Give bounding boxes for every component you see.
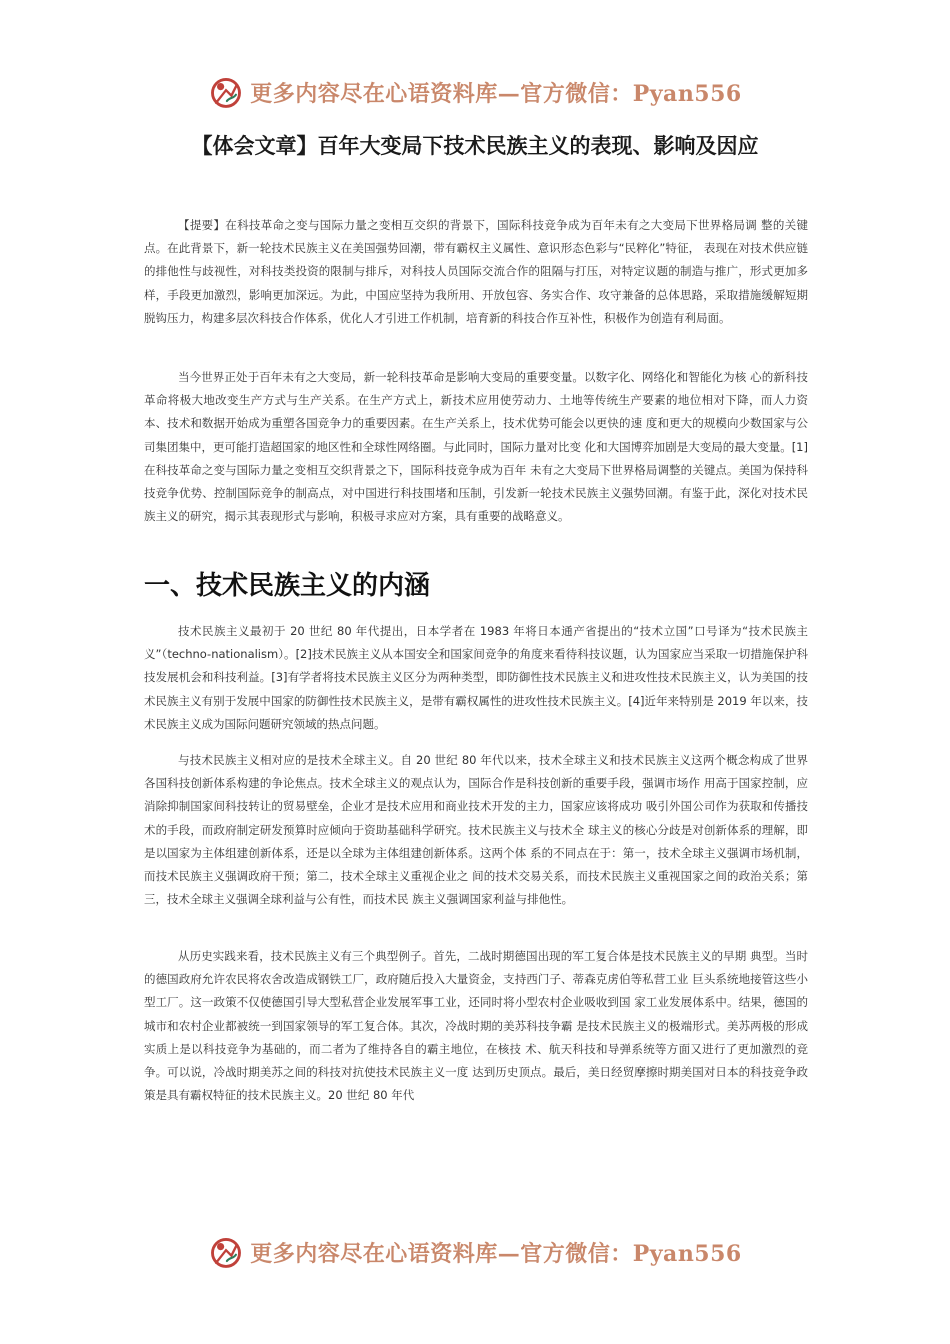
brand-logo-icon	[208, 1234, 244, 1270]
header-watermark	[0, 72, 950, 112]
intro-paragraph: 当今世界正处于百年未有之大变局，新一轮科技革命是影响大变局的重要变量。以数字化、网络化和智能化为核 心的新科技革命将极大地改变生产方式与生产关系。在生产方式上，新技术应用使劳动力、土地等传统生产要素的地位相对下降，而人力资本、技术和数据开始成为重塑各国竞争力的重要因素。在生产关系上，技术优势可能会以更快的速 度和更大的规模向少数国家与公司集团集中，更可能打造超国家的地区性和全球性网络圈。与此同时，国际力量对比变 化和大国博弈加剧是大变局的最大变量。[1]在科技革命之变与国际力量之变相互交织背景之下，国际科技竞争成为百年 未有之大变局下世界格局调整的关键点。美国为保持科技竞争优势、控制国际竞争的制高点，对中国进行科技围堵和压制，引发新一轮技术民族主义强势回潮。有鉴于此，深化对技术民族主义的研究，揭示其表现形式与影响，积极寻求应对方案，具有重要的战略意义。	[144, 370, 808, 524]
document-title: 【体会文章】百年大变局下技术民族主义的表现、影响及因应	[191, 134, 759, 158]
brand-logo-icon	[208, 74, 244, 110]
section-heading: 一、技术民族主义的内涵	[144, 571, 431, 601]
section-1-paragraph-1: 技术民族主义最初于 20 世纪 80 年代提出，日本学者在 1983 年将日本通产省提出的“技术立国”口号译为“技术民族主义”（techno-nationalism）。[2]技术民族主义从本国安全和国家间竞争的角度来看待科技议题，认为国家应当采取一切措施保护科技发展机会和科技利益。[3]有学者将技术民族主义区分为两种类型，即防御性技术民族主义和进攻性技术民族主义，认为美国的技术民族主义有别于发展中国家的防御性技术民族主义，是带有霸权属性的进攻性技术民族主义。[4]近年来特别是 2019 年以来，技术民族主义成为国际问题研究领域的热点问题。	[144, 624, 808, 731]
header-watermark-text: 更多内容尽在心语资料库—官方微信：Pyan556	[250, 80, 742, 107]
footer-watermark-text: 更多内容尽在心语资料库—官方微信：Pyan556	[250, 1240, 742, 1267]
abstract-paragraph: 【提要】在科技革命之变与国际力量之变相互交织的背景下，国际科技竞争成为百年未有之大变局下世界格局调 整的关键点。在此背景下，新一轮技术民族主义在美国强势回潮，带有霸权主义属性、意识形态色彩与“民粹化”特征， 表现在对技术供应链的排他性与歧视性，对科技类投资的限制与排斥，对科技人员国际交流合作的阻隔与打压，对特定议题的制造与推广，形式更加多样，手段更加激烈，影响更加深远。为此，中国应坚持为我所用、开放包容、务实合作、攻守兼备的总体思路，采取措施缓解短期脱钩压力，构建多层次科技合作体系，优化人才引进工作机制，培育新的科技合作互补性，积极作为创造有利局面。	[144, 218, 808, 325]
section-1-paragraph-3: 从历史实践来看，技术民族主义有三个典型例子。首先，二战时期德国出现的军工复合体是技术民族主义的早期 典型。当时的德国政府允许农民将农舍改造成钢铁工厂，政府随后投入大量资金，支持西门子、蒂森克虏伯等私营工业 巨头系统地接管这些小型工厂。这一政策不仅使德国引导大型私营企业发展军事工业，还同时将小型农村企业吸收到国 家工业发展体系中。结果，德国的城市和农村企业都被统一到国家领导的军工复合体。其次，冷战时期的美苏科技争霸 是技术民族主义的极端形式。美苏两极的形成实质上是以科技竞争为基础的，而二者为了维持各自的霸主地位，在核技 术、航天科技和导弹系统等方面又进行了更加激烈的竞争。可以说，冷战时期美苏之间的科技对抗使技术民族主义一度 达到历史顶点。最后，美日经贸摩擦时期美国对日本的科技竞争政策是具有霸权特征的技术民族主义。20 世纪 80 年代	[144, 949, 808, 1103]
section-1-paragraph-2: 与技术民族主义相对应的是技术全球主义。自 20 世纪 80 年代以来，技术全球主义和技术民族主义这两个概念构成了世界各国科技创新体系构建的争论焦点。技术全球主义的观点认为，国际合作是科技创新的重要手段，强调市场作 用高于国家控制，应消除抑制国家间科技转让的贸易壁垒，企业才是技术应用和商业技术开发的主力，国家应该将成功 吸引外国公司作为获取和传播技术的手段，而政府制定研发预算时应倾向于资助基础科学研究。技术民族主义与技术全 球主义的核心分歧是对创新体系的理解，即是以国家为主体组建创新体系，还是以全球为主体组建创新体系。这两个体 系的不同点在于：第一，技术全球主义强调市场机制，而技术民族主义强调政府干预；第二，技术全球主义重视企业之 间的技术交易关系，而技术民族主义重视国家之间的政治关系；第三，技术全球主义强调全球利益与公有性，而技术民 族主义强调国家利益与排他性。	[144, 753, 808, 907]
footer-watermark	[0, 1232, 950, 1272]
